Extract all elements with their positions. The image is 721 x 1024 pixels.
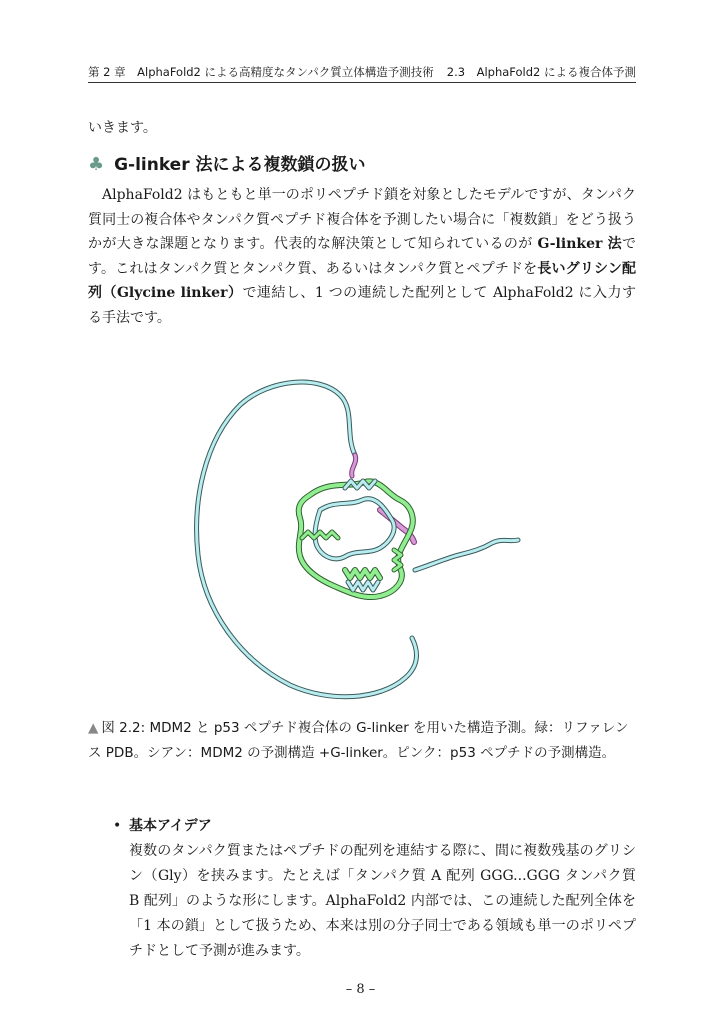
- caption-triangle-icon: ▲: [88, 720, 99, 736]
- bullet-title: 基本アイデア: [129, 818, 212, 834]
- paragraph-bold-glycine: 長いグリシン配列（Glycine linker）: [88, 260, 636, 301]
- section-title: G-linker 法による複数鎖の扱い: [114, 155, 366, 175]
- figure-caption: [88, 716, 636, 766]
- protein-structure-figure: [180, 360, 540, 710]
- glinker-loop: [197, 382, 417, 697]
- lead-text: いきます。: [88, 120, 157, 136]
- club-icon: ♣: [88, 154, 105, 175]
- paragraph-text-1: AlphaFold2 はもともと単一のポリペプチド鎖を対象としたモデルですが、タンパク質同士の複合体やタンパク質ペプチド複合体を予測したい場合に「複数鎖」をどう扱うかが大きな課題となります。代表的な解決策として知られているのが: [88, 187, 636, 252]
- paragraph-text-2: です。これはタンパク質とタンパク質、あるいはタンパク質とペプチドを: [88, 236, 636, 277]
- page-number: – 8 –: [345, 982, 376, 997]
- section-heading: [88, 150, 636, 176]
- glinker-loop-outline: [197, 382, 417, 697]
- paragraph-bold-glinker: G-linker 法: [537, 236, 622, 252]
- caption-text: 図 2.2: MDM2 と p53 ペプチド複合体の G-linker を用いた構造予測。緑：リファレンス PDB。シアン：MDM2 の予測構造 +G-linker。ピンク：p53 ペプチドの予測構造。: [88, 720, 629, 761]
- bullet-marker: •: [113, 818, 122, 834]
- body-paragraph: [88, 183, 636, 330]
- running-header: [88, 62, 636, 83]
- header-chapter-title: 第 2 章 AlphaFold2 による高精度なタンパク質立体構造予測技術: [88, 65, 434, 79]
- paragraph-text-3: で連結し、1 つの連続した配列として AlphaFold2 に入力する手法です。: [88, 285, 636, 326]
- bullet-description: 複数のタンパク質またはペプチドの配列を連結する際に、間に複数残基のグリシン（Gly）を挟みます。たとえば「タンパク質 A 配列 GGG...GGG タンパク質 B 配列」のような形にします。AlphaFold2 内部では、この連続した配列全体を「1 本の鎖」として扱うため、本来は別の分子同士である領域も単一のポリペプチドとして予測が進みます。: [129, 843, 636, 959]
- header-section-title: 2.3 AlphaFold2 による複合体予測: [446, 65, 636, 79]
